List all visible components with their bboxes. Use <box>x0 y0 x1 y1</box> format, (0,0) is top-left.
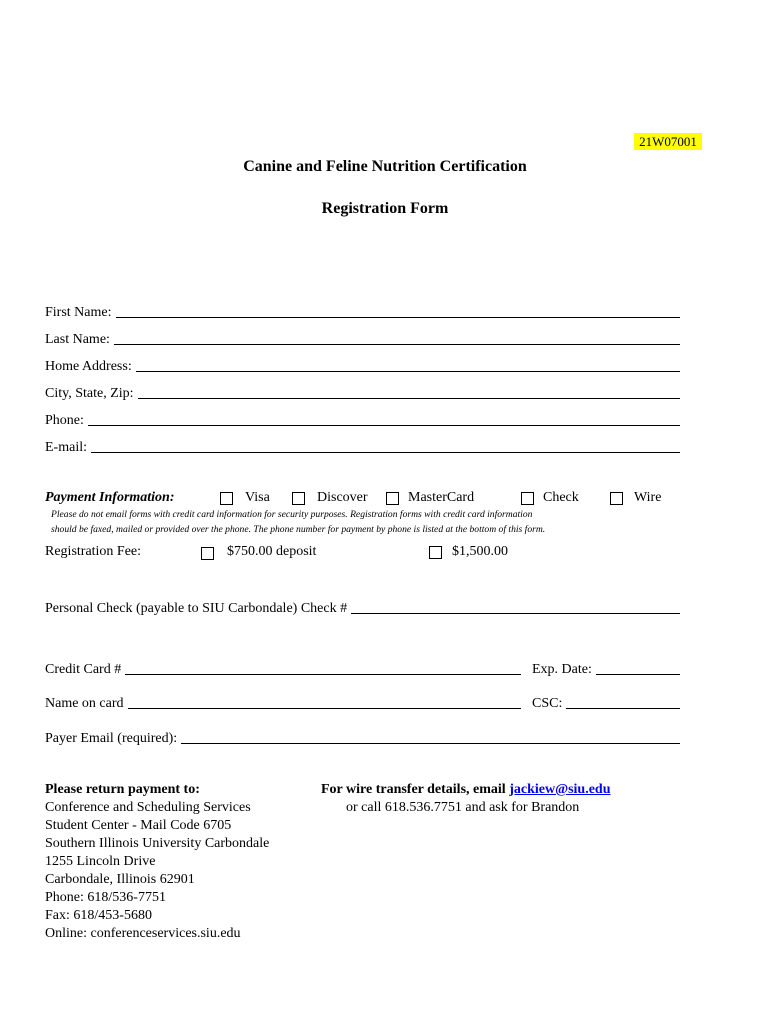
return-address-line: Southern Illinois University Carbondale <box>45 836 270 851</box>
wire-checkbox[interactable] <box>610 492 623 505</box>
csc-label: CSC: <box>532 696 563 711</box>
last-name-label: Last Name: <box>45 332 110 347</box>
email-line[interactable] <box>91 452 680 453</box>
payer-email-field[interactable] <box>45 727 680 747</box>
visa-label: Visa <box>245 490 270 505</box>
return-address-line: Conference and Scheduling Services <box>45 800 251 815</box>
wire-transfer-prefix: For wire transfer details, email <box>321 782 510 797</box>
first-name-label: First Name: <box>45 305 112 320</box>
email-field[interactable] <box>45 436 680 456</box>
wire-email-link[interactable]: jackiew@siu.edu <box>509 782 611 797</box>
first-name-field[interactable] <box>45 301 680 321</box>
city-state-zip-label: City, State, Zip: <box>45 386 134 401</box>
payment-note-line-2: should be faxed, mailed or provided over the phone. The phone number for payment by phone is listed at the bottom of this form. <box>51 524 546 535</box>
csc-field[interactable] <box>532 692 680 712</box>
deposit-checkbox[interactable] <box>201 547 214 560</box>
exp-date-label: Exp. Date: <box>532 662 592 677</box>
credit-card-number-field[interactable] <box>45 658 521 678</box>
home-address-label: Home Address: <box>45 359 132 374</box>
payment-note-line-1: Please do not email forms with credit card information for security purposes. Registration forms with credit card information <box>51 509 533 520</box>
home-address-line[interactable] <box>136 371 680 372</box>
name-on-card-label: Name on card <box>45 696 124 711</box>
name-on-card-line[interactable] <box>128 708 521 709</box>
wire-label: Wire <box>634 490 662 505</box>
exp-date-line[interactable] <box>596 674 680 675</box>
full-fee-checkbox[interactable] <box>429 546 442 559</box>
last-name-line[interactable] <box>114 344 680 345</box>
check-number-line[interactable] <box>351 613 680 614</box>
phone-line[interactable] <box>88 425 680 426</box>
exp-date-field[interactable] <box>532 658 680 678</box>
return-address-line: Fax: 618/453-5680 <box>45 908 152 923</box>
return-address-line: Phone: 618/536-7751 <box>45 890 166 905</box>
payer-email-line[interactable] <box>181 743 680 744</box>
return-address-line: Carbondale, Illinois 62901 <box>45 872 195 887</box>
first-name-line[interactable] <box>116 317 681 318</box>
city-state-zip-field[interactable] <box>45 382 680 402</box>
return-address-block <box>45 781 269 943</box>
home-address-field[interactable] <box>45 355 680 375</box>
city-state-zip-line[interactable] <box>138 398 680 399</box>
wire-transfer-call-line: or call 618.536.7751 and ask for Brandon <box>346 800 580 815</box>
check-checkbox[interactable] <box>521 492 534 505</box>
visa-checkbox[interactable] <box>220 492 233 505</box>
phone-label: Phone: <box>45 413 84 428</box>
document-title: Canine and Feline Nutrition Certification <box>243 158 527 175</box>
discover-label: Discover <box>317 490 368 505</box>
full-fee-label: $1,500.00 <box>452 544 508 559</box>
csc-line[interactable] <box>566 708 680 709</box>
last-name-field[interactable] <box>45 328 680 348</box>
credit-card-number-line[interactable] <box>125 674 521 675</box>
registration-fee-label: Registration Fee: <box>45 544 142 559</box>
document-subtitle: Registration Form <box>321 200 449 217</box>
wire-transfer-heading <box>321 781 611 799</box>
name-on-card-field[interactable] <box>45 692 521 712</box>
phone-field[interactable] <box>45 409 680 429</box>
credit-card-number-label: Credit Card # <box>45 662 122 677</box>
return-address-line: Student Center - Mail Code 6705 <box>45 818 232 833</box>
payer-email-label: Payer Email (required): <box>45 731 178 746</box>
form-code-badge: 21W07001 <box>634 133 702 150</box>
return-address-line: Online: conferenceservices.siu.edu <box>45 926 241 941</box>
check-number-field[interactable] <box>45 597 680 617</box>
discover-checkbox[interactable] <box>292 492 305 505</box>
mastercard-label: MasterCard <box>408 490 475 505</box>
deposit-label: $750.00 deposit <box>227 544 317 559</box>
check-number-label: Personal Check (payable to SIU Carbondale) Check # <box>45 601 348 616</box>
payment-information-label: Payment Information: <box>45 490 175 505</box>
mastercard-checkbox[interactable] <box>386 492 399 505</box>
email-label: E-mail: <box>45 440 87 455</box>
return-address-line: 1255 Lincoln Drive <box>45 854 156 869</box>
check-label: Check <box>543 490 579 505</box>
return-address-heading: Please return payment to: <box>45 782 200 797</box>
